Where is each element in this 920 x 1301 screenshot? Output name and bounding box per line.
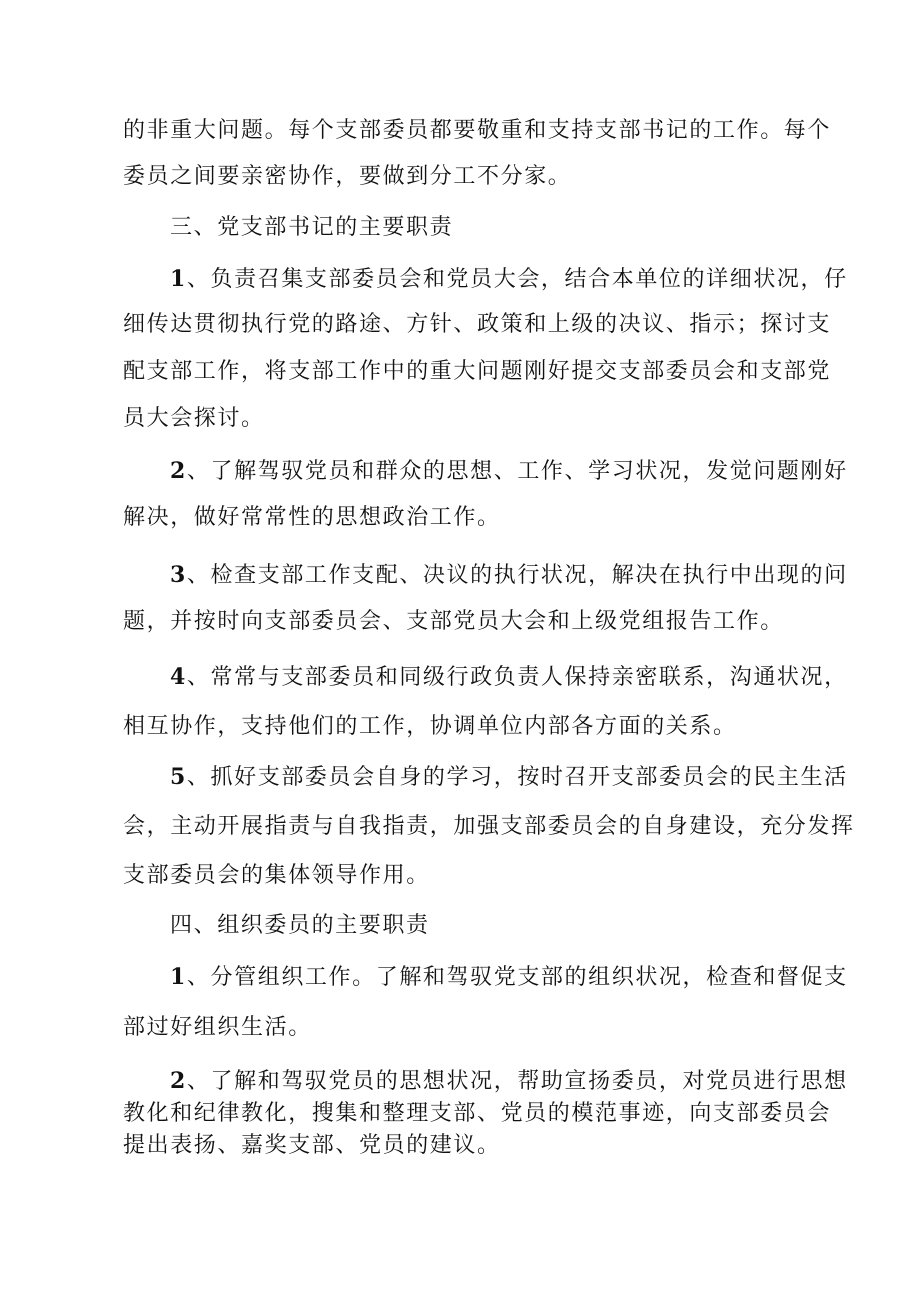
item-number: 5	[170, 764, 187, 790]
item-number: 4	[170, 664, 187, 690]
item-number: 1	[170, 964, 187, 990]
paragraph-line: 委员之间要亲密协作，要做到分工不分家。	[123, 164, 572, 189]
item-3-3-line	[170, 560, 875, 591]
paragraph-line: 配支部工作，将支部工作中的重大问题刚好提交支部委员会和支部党	[123, 359, 832, 384]
item-4-2-line	[170, 1066, 875, 1097]
item-number: 2	[170, 1068, 187, 1094]
paragraph-line: 员大会探讨。	[123, 406, 265, 431]
item-text: 、检查支部工作支配、决议的执行状况，解决在执行中出现的问	[186, 563, 848, 588]
item-3-1-line	[170, 264, 875, 295]
item-3-5-line	[170, 762, 875, 793]
paragraph-line: 相互协作，支持他们的工作，协调单位内部各方面的关系。	[123, 714, 737, 739]
item-text: 、常常与支部委员和同级行政负责人保持亲密联系，沟通状况，	[186, 665, 848, 690]
item-text: 、负责召集支部委员会和党员大会，结合本单位的详细状况，仔	[186, 267, 848, 292]
item-3-2-line	[170, 456, 875, 487]
paragraph-line: 的非重大问题。每个支部委员都要敬重和支持支部书记的工作。每个	[123, 118, 832, 143]
paragraph-line: 解决，做好常常性的思想政治工作。	[123, 505, 501, 530]
item-text: 、抓好支部委员会自身的学习，按时召开支部委员会的民主生活	[186, 765, 848, 790]
item-4-1-line	[170, 962, 875, 993]
section-heading-4: 四、组织委员的主要职责	[170, 913, 430, 938]
paragraph-line: 教化和纪律教化，搜集和整理支部、党员的模范事迹，向支部委员会	[123, 1101, 832, 1126]
item-number: 1	[170, 266, 187, 292]
paragraph-line: 提出表扬、嘉奖支部、党员的建议。	[123, 1133, 501, 1158]
paragraph-line: 部过好组织生活。	[123, 1015, 312, 1040]
item-text: 、了解和驾驭党员的思想状况，帮助宣扬委员，对党员进行思想	[186, 1069, 848, 1094]
item-text: 、分管组织工作。了解和驾驭党支部的组织状况，检查和督促支	[186, 965, 848, 990]
paragraph-line: 题，并按时向支部委员会、支部党员大会和上级党组报告工作。	[123, 609, 784, 634]
paragraph-line: 支部委员会的集体领导作用。	[123, 863, 430, 888]
item-3-4-line	[170, 662, 875, 693]
section-heading-3: 三、党支部书记的主要职责	[170, 215, 454, 240]
item-number: 2	[170, 458, 187, 484]
paragraph-line: 会，主动开展指责与自我指责，加强支部委员会的自身建设，充分发挥	[123, 814, 855, 839]
item-text: 、了解驾驭党员和群众的思想、工作、学习状况，发觉问题刚好	[186, 459, 848, 484]
paragraph-line: 细传达贯彻执行党的路途、方针、政策和上级的决议、指示；探讨支	[123, 312, 832, 337]
item-number: 3	[170, 562, 187, 588]
